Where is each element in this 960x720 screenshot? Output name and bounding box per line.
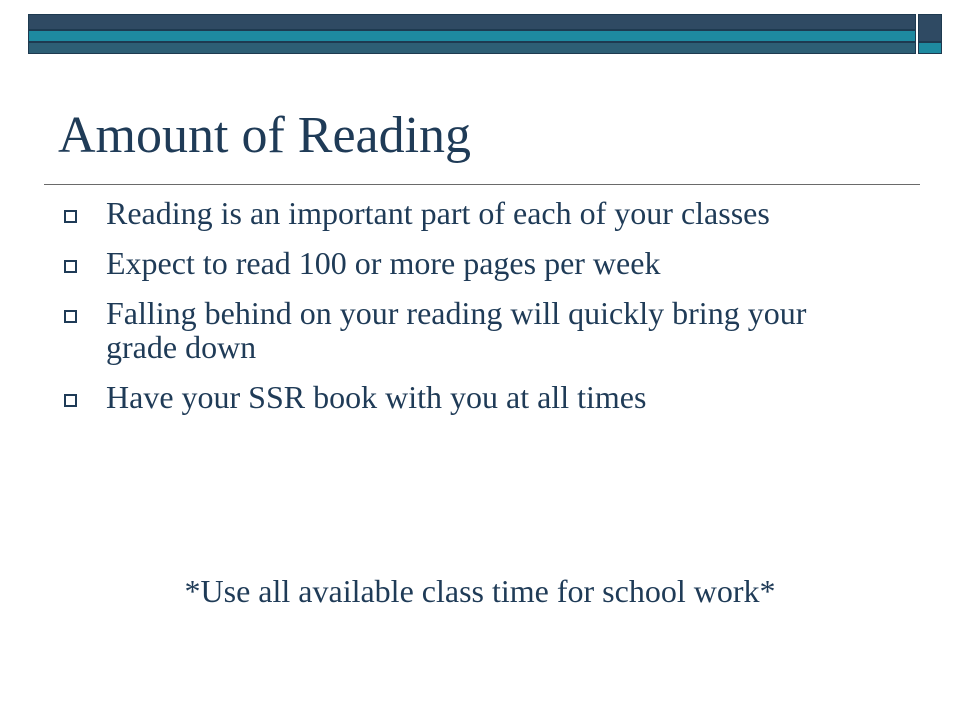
bullet-item — [64, 196, 884, 230]
hollow-square-icon — [64, 394, 77, 407]
hollow-square-icon — [64, 310, 77, 323]
bullet-text: Falling behind on your reading will quickly bring your grade down — [106, 295, 807, 365]
title-divider — [44, 184, 920, 185]
footer-note: *Use all available class time for school work* — [184, 573, 776, 609]
bullet-list — [64, 196, 884, 430]
top-bar-dark-stripe — [28, 14, 916, 30]
bullet-text: Expect to read 100 or more pages per week — [106, 245, 661, 281]
top-bar-teal-stripe — [28, 30, 916, 42]
hollow-square-icon — [64, 260, 77, 273]
bullet-text: Reading is an important part of each of your classes — [106, 195, 770, 231]
bullet-item — [64, 296, 884, 364]
bullet-item — [64, 380, 884, 414]
top-bar-corner-square-dark — [918, 14, 942, 42]
slide-title: Amount of Reading — [58, 107, 472, 164]
top-bar-corner-square-teal — [918, 42, 942, 54]
top-bar-mid-stripe — [28, 42, 916, 54]
bullet-text: Have your SSR book with you at all times — [106, 379, 647, 415]
bullet-item — [64, 246, 884, 280]
hollow-square-icon — [64, 210, 77, 223]
top-decorative-bar — [28, 14, 942, 54]
